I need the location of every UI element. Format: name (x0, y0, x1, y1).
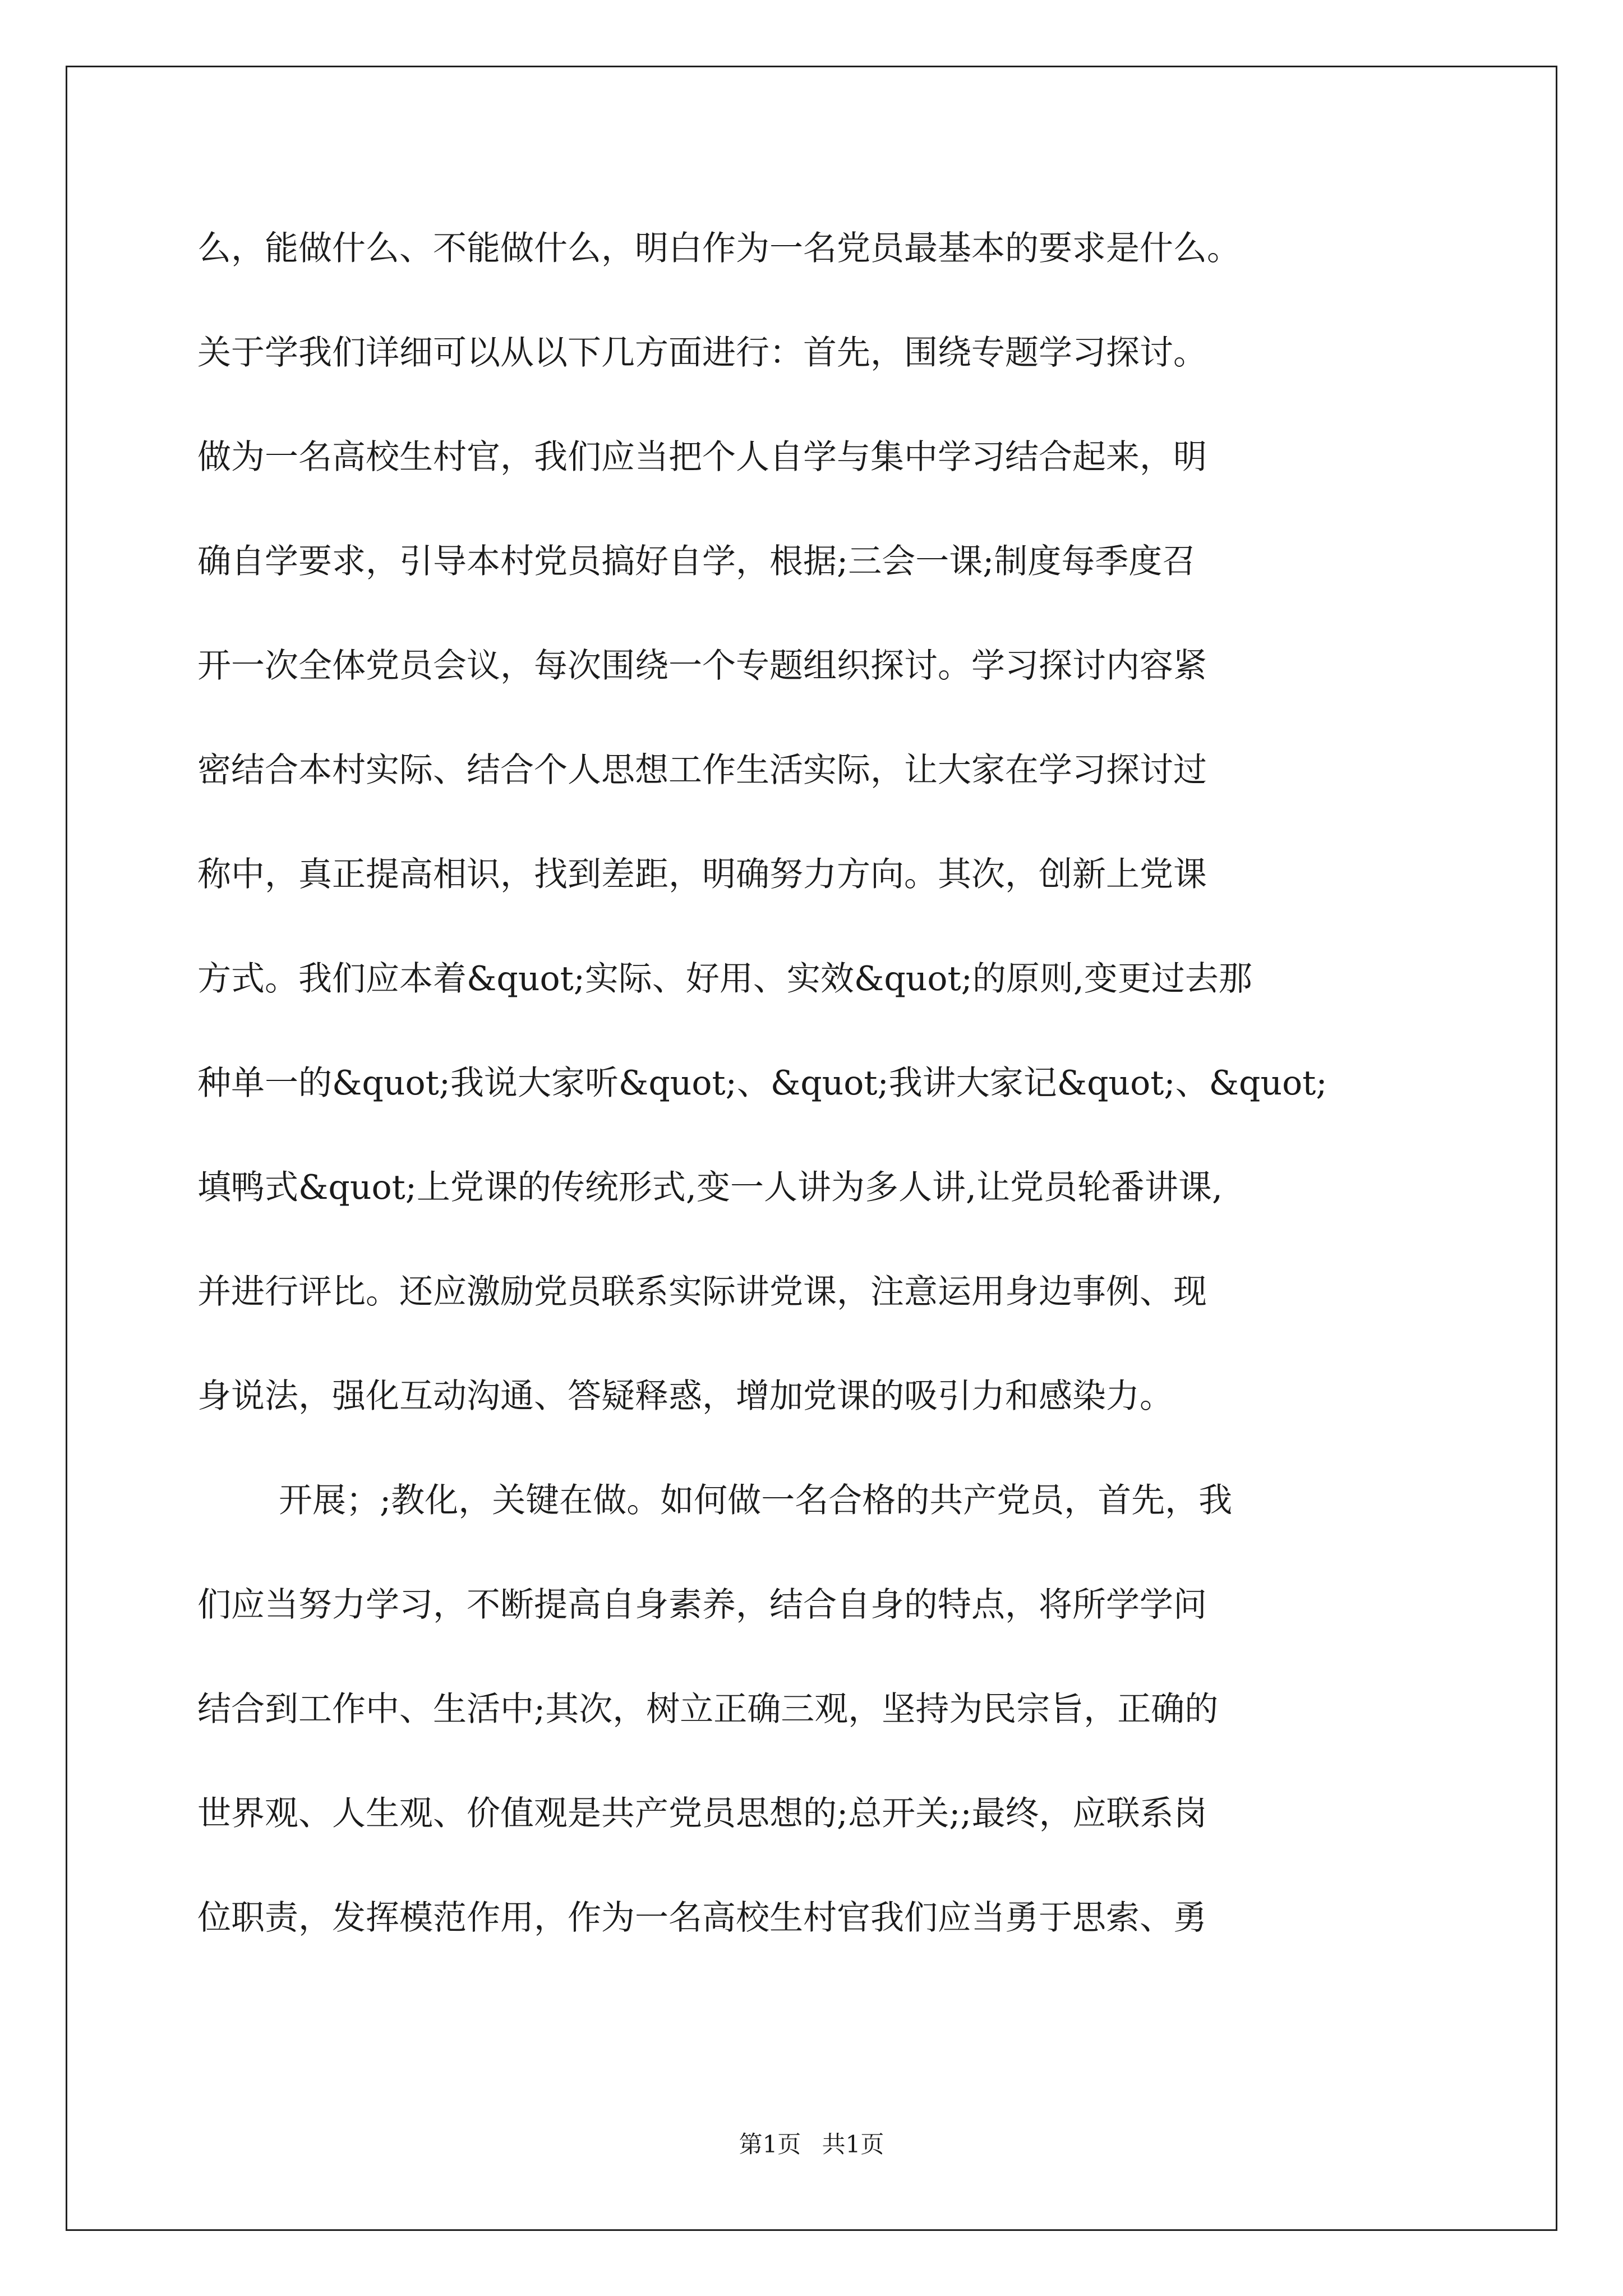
total-pages: 共1页 (822, 2131, 884, 2158)
page-footer (0, 2126, 1623, 2160)
text-line: 么，能做什么、不能做什么，明白作为一名党员最基本的要求是什么。 (197, 229, 1241, 268)
text-line: 们应当努力学习，不断提高自身素养，结合自身的特点，将所学学问 (197, 1585, 1207, 1625)
text-line: 种单一的&quot;我说大家听&quot;、&quot;我讲大家记&quot;、&quot; (197, 1064, 1327, 1103)
text-line: 确自学要求，引导本村党员搞好自学，根据;三会一课;制度每季度召 (197, 542, 1196, 581)
text-line: 位职责，发挥模范作用，作为一名高校生村官我们应当勇于思索、勇 (197, 1898, 1207, 1938)
text-line: 方式。我们应本着&quot;实际、好用、实效&quot;的原则,变更过去那 (197, 959, 1252, 999)
document-body (197, 196, 1454, 1970)
text-line: 填鸭式&quot;上党课的传统形式,变一人讲为多人讲,让党员轮番讲课, (197, 1168, 1223, 1207)
text-line: 关于学我们详细可以从以下几方面进行：首先，围绕专题学习探讨。 (197, 333, 1207, 372)
text-line: 称中，真正提高相识，找到差距，明确努力方向。其次，创新上党课 (197, 855, 1207, 894)
text-line: 结合到工作中、生活中;其次，树立正确三观，坚持为民宗旨，正确的 (197, 1690, 1219, 1729)
text-line: 世界观、人生观、价值观是共产党员思想的;总开关;;最终，应联系岗 (197, 1794, 1207, 1833)
text-line: 密结合本村实际、结合个人思想工作生活实际，让大家在学习探讨过 (197, 751, 1207, 790)
text-line: 并进行评比。还应激励党员联系实际讲党课，注意运用身边事例、现 (197, 1272, 1207, 1312)
text-line: 做为一名高校生村官，我们应当把个人自学与集中学习结合起来，明 (197, 438, 1207, 477)
paragraph-start-line: 开展；;教化，关键在做。如何做一名合格的共产党员，首先，我 (279, 1481, 1233, 1520)
page-number: 第1页 (739, 2131, 801, 2158)
text-line: 开一次全体党员会议，每次围绕一个专题组织探讨。学习探讨内容紧 (197, 646, 1207, 685)
text-line: 身说法，强化互动沟通、答疑释惑，增加党课的吸引力和感染力。 (197, 1377, 1173, 1416)
